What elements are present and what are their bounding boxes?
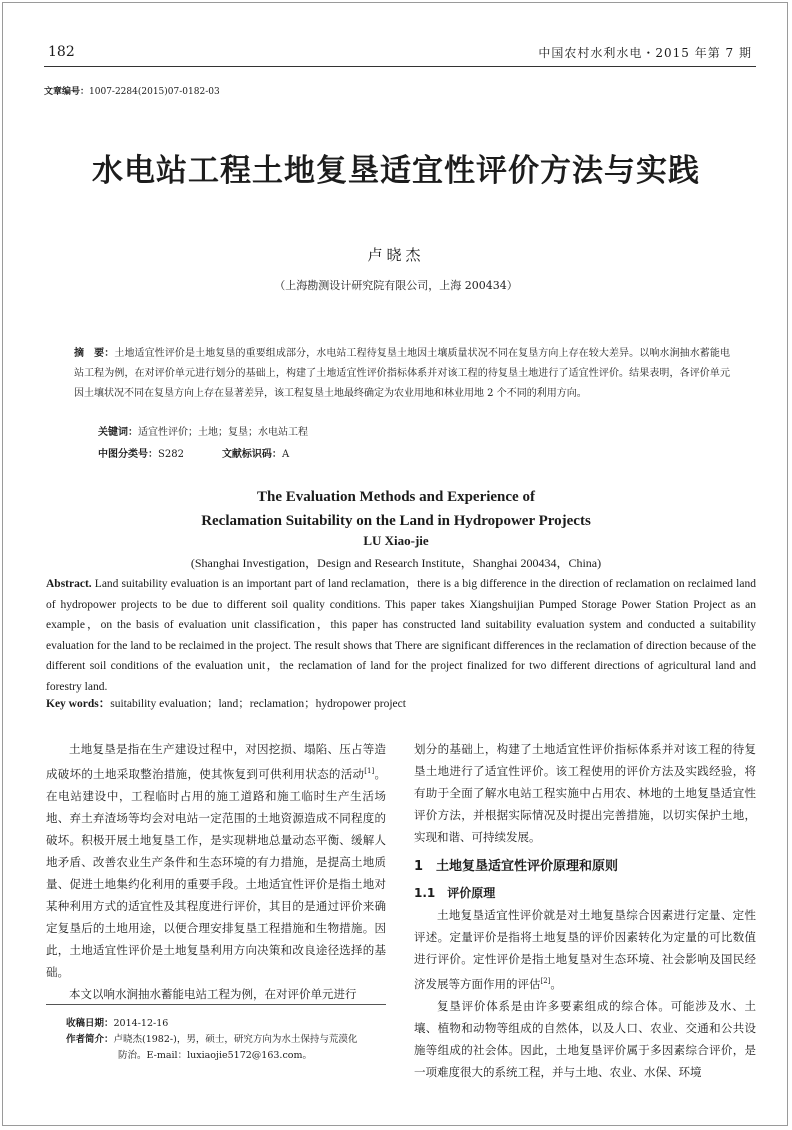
abstract-cn-label: 摘 要： <box>74 348 115 359</box>
abstract-english <box>46 574 756 697</box>
keywords-en-label: Key words： <box>46 698 111 710</box>
abstract-en-label: Abstract. <box>46 578 92 590</box>
clc-label: 中图分类号： <box>98 449 158 460</box>
citation-ref: [2] <box>540 977 551 985</box>
keywords-cn-label: 关键词： <box>98 427 138 438</box>
abstract-en-text: Land suitability evaluation is an important part of land reclamation，there is a big difference in the direction of reclamation on reclaimed land of hydropower projects to be due to different soil quality conditions. This paper takes Xiangshuijian Pumped Storage Power Station Project as an example，on the basis of evaluation unit classification，this paper has constructed land suitability evaluation system and conducted a suitability evaluation for the land to be reclaimed in the project. The result shows that There are significant differences in the reclamation of direction because of the different soil conditions of the evaluation unit，the reclamation of land for the project finalized for two different directions of agricultural land and forestry land. <box>46 578 756 693</box>
doc-code-label: 文献标识码： <box>221 449 282 460</box>
body-text: 土地复垦是指在生产建设过程中，对因挖损、塌陷、压占等造成破坏的土地采取整治措施，使其恢复到可供利用状态的活动 <box>46 742 386 781</box>
body-paragraph <box>414 904 756 995</box>
section-heading: 1 土地复垦适宜性评价原理和原则 <box>414 859 619 874</box>
author-bio-continued: 防治。E-mail：luxiaojie5172@163.com。 <box>118 1050 312 1061</box>
abstract-chinese <box>74 344 730 404</box>
affiliation-english: (Shanghai Investigation，Design and Research Institute，Shanghai 200434，China) <box>190 556 602 570</box>
body-paragraph: 本文以响水涧抽水蓄能电站工程为例，在对评价单元进行 <box>69 986 357 1001</box>
classification-line <box>98 445 289 460</box>
article-number-label: 文章编号： <box>44 87 90 97</box>
title-en-line2: Reclamation Suitability on the Land in Hydropower Projects <box>201 513 591 529</box>
article-number <box>44 84 220 97</box>
author-bio <box>66 1032 396 1048</box>
body-paragraph <box>46 738 386 983</box>
abstract-cn-text: 土地适宜性评价是土地复垦的重要组成部分，水电站工程待复垦土地因土壤质量状况不同在复垦方向上存在较大差异。以响水涧抽水蓄能电站工程为例，在对评价单元进行划分的基础上，构建了土地适宜性评价指标体系并对该工程的待复垦土地进行了适宜性评价。结果表明，各评价单元因土壤状况不同在复垦方向上存在显著差异，该工程复垦土地最终确定为农业用地和林业用地 2 个不同的利用方向。 <box>74 348 730 399</box>
body-right-column <box>414 738 756 1083</box>
body-paragraph: 复垦评价体系是由许多要素组成的综合体。可能涉及水、土壤、植物和动物等组成的自然体，以及人口、农业、交通和公共设施等组成的社会体。因此，土地复垦评价属于多因素综合评价，是一项难度很大的系统工程，并与土地、农业、水保、环境 <box>414 998 756 1079</box>
footnote <box>66 1016 396 1064</box>
title-english <box>0 485 792 533</box>
keywords-chinese <box>98 423 308 438</box>
keywords-english <box>46 695 406 711</box>
author-bio-label: 作者简介： <box>66 1034 114 1045</box>
header-rule <box>44 66 756 67</box>
citation-ref: [1] <box>364 767 375 775</box>
title-chinese: 水电站工程土地复垦适宜性评价方法与实践 <box>92 153 700 189</box>
clc-value: S282 <box>158 449 184 460</box>
page-number: 182 <box>48 44 75 60</box>
keywords-en-text: suitability evaluation；land；reclamation；hydropower project <box>110 698 406 710</box>
received-value: 2014-12-16 <box>113 1018 169 1029</box>
subsection-heading: 1.1 评价原理 <box>414 886 496 900</box>
body-text: 。 <box>550 976 562 991</box>
title-en-line1: The Evaluation Methods and Experience of <box>257 489 535 505</box>
article-number-value: 1007-2284(2015)07-0182-03 <box>89 87 220 97</box>
journal-header: 中国农村水利水电・2015 年第 7 期 <box>538 46 752 60</box>
author-bio-value: 卢晓杰(1982-)，男，硕士，研究方向为水土保持与荒漠化 <box>113 1034 358 1045</box>
body-paragraph: 划分的基础上，构建了土地适宜性评价指标体系并对该工程的待复垦土地进行了适宜性评价。该工程使用的评价方法及实践经验，将有助于全面了解水电站工程实施中占用农、林地的土地复垦适宜性评价方法，并根据实际情况及时提出完善措施，以切实保护土地，实现和谐、可持续发展。 <box>414 742 756 844</box>
author-chinese: 卢晓杰 <box>367 246 425 264</box>
received-label: 收稿日期： <box>66 1018 114 1029</box>
affiliation-chinese: （上海勘测设计研究院有限公司，上海 200434） <box>274 279 518 292</box>
body-text: 土地复垦适宜性评价就是对土地复垦综合因素进行定量、定性评述。定量评价是指将土地复垦的评价因素转化为定量的可比数值进行评价。定性评价是指土地复垦对生态环境、社会影响及国民经济发展等方面作用的评估 <box>414 908 756 991</box>
body-left-column <box>46 738 386 1005</box>
keywords-cn-text: 适宜性评价；土地；复垦；水电站工程 <box>138 427 308 438</box>
received-date <box>66 1016 396 1032</box>
body-text: 。在电站建设中，工程临时占用的施工道路和施工临时生产生活场地、弃土弃渣场等均会对电站一定范围的土地资源造成不同程度的破坏。积极开展土地复垦工作，是实现耕地总量动态平衡、缓解人地矛盾、改善农业生产条件和生态环境的有力措施，是提高土地质量、促进土地集约化利用的重要手段。土地适宜性评价是指土地对某种利用方式的适宜性及其程度进行评价，其目的是通过评价来确定复垦后的土地用途，以便合理安排复垦工程措施和生物措施。因此，土地适宜性评价是土地复垦利用方向决策和改良途径选择的基础。 <box>46 766 387 979</box>
author-english: LU Xiao-jie <box>363 533 429 548</box>
footnote-rule <box>46 1004 386 1005</box>
doc-code-value: A <box>281 449 290 460</box>
